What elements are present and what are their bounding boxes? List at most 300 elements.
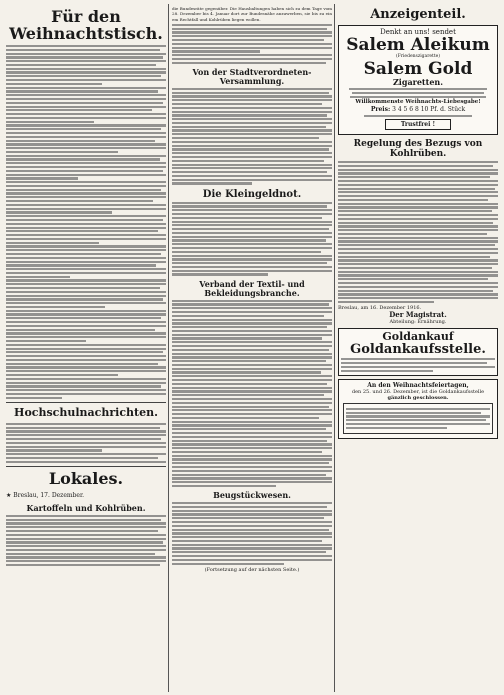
text-line bbox=[6, 378, 166, 380]
text-line bbox=[6, 329, 155, 331]
text-line bbox=[6, 208, 166, 210]
text-line bbox=[6, 257, 166, 259]
intro-text: die Bundesräte gegenüber. Die Hausbaltungen haben sich zu dem Tage vom 28. Dezember bis 4. Januar dort zur Bundesnähe anzuwerben, sie bis zu einem Rechtfall und Kohlrüben liegen wollen. bbox=[172, 6, 332, 22]
text-line bbox=[172, 88, 332, 90]
text-line bbox=[6, 351, 163, 353]
column-middle bbox=[172, 6, 332, 690]
text-line bbox=[6, 317, 161, 319]
text-line bbox=[6, 306, 105, 308]
text-line bbox=[6, 453, 166, 455]
text-line bbox=[338, 248, 498, 250]
text-line bbox=[172, 133, 332, 135]
text-line bbox=[172, 532, 332, 534]
text-line bbox=[172, 559, 332, 561]
text-line bbox=[338, 290, 493, 292]
text-line bbox=[6, 515, 166, 517]
text-line bbox=[338, 161, 498, 163]
text-line bbox=[172, 300, 332, 302]
ad-salem-brand1-sub: (Friedenszigarette) bbox=[395, 54, 441, 59]
text-line bbox=[6, 434, 166, 436]
text-line bbox=[172, 443, 332, 445]
text-line bbox=[172, 485, 276, 487]
text-line bbox=[6, 538, 166, 540]
text-line bbox=[6, 181, 166, 183]
text-line bbox=[172, 353, 332, 355]
text-line bbox=[172, 62, 326, 64]
heading-weihnachtstisch: Für den Weihnachtstisch. bbox=[9, 7, 163, 43]
text-line bbox=[6, 151, 118, 153]
text-line bbox=[6, 560, 166, 562]
text-line bbox=[346, 427, 447, 429]
text-line bbox=[172, 349, 329, 351]
ad-gold-line1: Goldankauf bbox=[382, 329, 454, 343]
text-line bbox=[6, 389, 166, 391]
heading-textil: Verband der Textil- und Bekleidungsbranche. bbox=[199, 278, 305, 298]
text-line bbox=[6, 143, 166, 145]
column-rule bbox=[334, 4, 335, 692]
text-line bbox=[172, 148, 329, 150]
text-line bbox=[172, 551, 326, 553]
text-line bbox=[338, 267, 492, 269]
text-line bbox=[172, 424, 332, 426]
text-line bbox=[338, 240, 498, 242]
text-line bbox=[6, 140, 155, 142]
text-line bbox=[338, 180, 498, 182]
text-line bbox=[172, 164, 332, 166]
text-line bbox=[6, 83, 102, 85]
text-line bbox=[172, 428, 326, 430]
text-line bbox=[172, 536, 332, 538]
text-line bbox=[172, 224, 332, 226]
text-line bbox=[338, 282, 498, 284]
text-line bbox=[338, 274, 498, 276]
text-line bbox=[172, 356, 332, 358]
text-line bbox=[6, 238, 166, 240]
text-line bbox=[346, 423, 490, 425]
ad-salem-trust: Trustfrei ! bbox=[385, 119, 451, 130]
text-line bbox=[6, 177, 78, 179]
text-line bbox=[6, 287, 160, 289]
text-line bbox=[6, 446, 166, 448]
text-line bbox=[338, 206, 498, 208]
heading-stadtverordneten: Von der Stadtverordneten-Versammlung. bbox=[192, 66, 312, 86]
heading-anzeigenteil: Anzeigenteil. bbox=[370, 7, 466, 22]
text-line bbox=[6, 71, 166, 73]
text-line bbox=[172, 221, 332, 223]
text-line bbox=[6, 200, 153, 202]
text-line bbox=[172, 202, 332, 204]
text-line bbox=[6, 106, 166, 108]
text-line bbox=[172, 258, 332, 260]
heading-kartoffeln: Kartoffeln und Kohlrüben. bbox=[26, 502, 146, 513]
text-line bbox=[338, 165, 493, 167]
text-line bbox=[6, 56, 163, 58]
text-line bbox=[6, 457, 158, 459]
text-line bbox=[172, 502, 332, 504]
text-line bbox=[338, 278, 488, 280]
text-line bbox=[172, 462, 329, 464]
text-line bbox=[6, 442, 166, 444]
text-line bbox=[6, 189, 161, 191]
text-line bbox=[172, 126, 326, 128]
text-line bbox=[172, 529, 329, 531]
text-line bbox=[172, 525, 332, 527]
advertisement-salem bbox=[338, 25, 498, 135]
text-line bbox=[172, 481, 332, 483]
ad-salem-product: Zigaretten. bbox=[392, 76, 444, 87]
text-line bbox=[6, 423, 166, 425]
text-line bbox=[6, 264, 156, 266]
text-line bbox=[338, 184, 498, 186]
text-line bbox=[172, 387, 332, 389]
text-line bbox=[172, 341, 332, 343]
text-line bbox=[6, 219, 163, 221]
article-text-block bbox=[172, 300, 332, 487]
ad-salem-brand2: Salem Gold bbox=[363, 58, 473, 79]
text-line bbox=[6, 541, 163, 543]
text-line bbox=[172, 544, 332, 546]
text-line bbox=[172, 35, 332, 37]
text-line bbox=[172, 92, 329, 94]
text-line bbox=[172, 337, 322, 339]
text-line bbox=[172, 521, 332, 523]
continuation-note: (Fortsetzung auf der nächsten Seite.) bbox=[204, 566, 300, 573]
article-text-block bbox=[172, 502, 332, 565]
text-line bbox=[172, 421, 332, 423]
text-line bbox=[172, 477, 332, 479]
text-line bbox=[172, 175, 332, 177]
text-line bbox=[6, 302, 166, 304]
text-line bbox=[338, 210, 492, 212]
text-line bbox=[338, 199, 488, 201]
text-line bbox=[338, 218, 498, 220]
text-line bbox=[6, 211, 112, 213]
text-line bbox=[172, 371, 321, 373]
text-line bbox=[172, 390, 332, 392]
text-line bbox=[172, 319, 332, 321]
text-line bbox=[172, 517, 324, 519]
text-line bbox=[6, 298, 163, 300]
text-line bbox=[172, 58, 332, 60]
heading-lokales: Lokales. bbox=[48, 468, 124, 488]
text-line bbox=[6, 124, 166, 126]
text-line bbox=[6, 245, 166, 247]
advertisement-closed bbox=[338, 379, 498, 438]
text-line bbox=[172, 379, 332, 381]
text-line bbox=[6, 295, 166, 297]
article-text-block bbox=[172, 24, 332, 64]
text-line bbox=[6, 174, 166, 176]
text-line bbox=[6, 553, 155, 555]
text-line bbox=[172, 383, 327, 385]
text-line bbox=[172, 303, 329, 305]
text-line bbox=[172, 436, 332, 438]
text-line bbox=[341, 366, 495, 368]
text-line bbox=[6, 393, 166, 395]
text-line bbox=[338, 301, 434, 303]
text-line bbox=[172, 24, 332, 26]
ad-salem-price-label: Preis: bbox=[370, 106, 391, 114]
text-line bbox=[338, 271, 498, 273]
text-line bbox=[341, 362, 487, 364]
text-line bbox=[172, 555, 332, 557]
text-line bbox=[6, 449, 102, 451]
text-line bbox=[172, 251, 321, 253]
text-line bbox=[6, 279, 166, 281]
text-line bbox=[6, 166, 166, 168]
text-line bbox=[6, 336, 166, 338]
text-line bbox=[6, 158, 160, 160]
text-line bbox=[338, 225, 498, 227]
text-line bbox=[6, 223, 166, 225]
text-line bbox=[6, 344, 166, 346]
text-line bbox=[6, 196, 166, 198]
text-line bbox=[6, 355, 166, 357]
text-line bbox=[172, 455, 332, 457]
text-line bbox=[338, 244, 495, 246]
text-line bbox=[172, 513, 332, 515]
dateline: ★ Breslau, 17. Dezember. bbox=[6, 491, 85, 499]
column-rule bbox=[168, 4, 169, 692]
text-line bbox=[172, 451, 322, 453]
text-line bbox=[6, 325, 166, 327]
text-line bbox=[172, 145, 332, 147]
text-line bbox=[6, 332, 166, 334]
text-line bbox=[6, 534, 166, 536]
notice-office: Der Magistrat. bbox=[389, 309, 447, 319]
ad-salem-price-values: 3 4 5 6 8 10 Pf. d. Stück bbox=[392, 106, 466, 114]
text-line bbox=[172, 458, 332, 460]
text-line bbox=[172, 152, 332, 154]
text-line bbox=[6, 366, 166, 368]
text-line bbox=[172, 474, 326, 476]
text-line bbox=[6, 283, 166, 285]
text-line bbox=[338, 203, 498, 205]
advertisement-goldankauf bbox=[338, 328, 498, 377]
text-line bbox=[172, 311, 332, 313]
text-line bbox=[172, 470, 332, 472]
text-line bbox=[172, 156, 332, 158]
text-line bbox=[172, 122, 332, 124]
ad-closed-status: gänzlich geschlossen. bbox=[387, 395, 449, 402]
text-line bbox=[338, 256, 490, 258]
text-line bbox=[172, 217, 322, 219]
text-line bbox=[6, 363, 158, 365]
text-line bbox=[338, 229, 498, 231]
text-line bbox=[338, 191, 498, 193]
text-line bbox=[172, 47, 332, 49]
text-line bbox=[6, 60, 166, 62]
text-line bbox=[172, 114, 327, 116]
text-line bbox=[6, 253, 161, 255]
text-line bbox=[6, 49, 160, 51]
text-line bbox=[172, 432, 332, 434]
text-line bbox=[6, 249, 166, 251]
text-line bbox=[6, 204, 166, 206]
text-line bbox=[172, 107, 332, 109]
text-line bbox=[338, 188, 495, 190]
text-line bbox=[172, 213, 332, 215]
text-line bbox=[349, 88, 488, 90]
text-line bbox=[6, 234, 166, 236]
text-line bbox=[172, 171, 327, 173]
text-line bbox=[6, 430, 166, 432]
text-line bbox=[338, 222, 493, 224]
text-line bbox=[6, 545, 166, 547]
text-line bbox=[172, 103, 322, 105]
text-line bbox=[346, 408, 490, 410]
ad-gold-line2: Goldankaufsstelle. bbox=[350, 341, 486, 357]
text-line bbox=[6, 370, 166, 372]
text-line bbox=[6, 170, 163, 172]
notice-text-block bbox=[338, 161, 498, 303]
text-line bbox=[172, 409, 332, 411]
text-line bbox=[6, 276, 70, 278]
text-line bbox=[6, 397, 62, 399]
text-line bbox=[172, 262, 327, 264]
heading-kohlrueben-notice: Regelung des Bezugs von Kohlrüben. bbox=[353, 139, 483, 160]
text-line bbox=[6, 564, 160, 566]
ad-salem-top: Denkt an uns! sendet bbox=[380, 28, 456, 36]
text-line bbox=[6, 75, 161, 77]
heading-hochschulnachrichten: Hochschulnachrichten. bbox=[14, 405, 158, 419]
text-line bbox=[172, 447, 332, 449]
text-line bbox=[338, 169, 498, 171]
text-line bbox=[6, 113, 166, 115]
text-line bbox=[172, 266, 332, 268]
article-text-block bbox=[6, 45, 166, 399]
heading-kleingeldnot: Die Kleingeldnot. bbox=[202, 188, 302, 200]
text-line bbox=[172, 118, 332, 120]
text-line bbox=[172, 326, 327, 328]
text-line bbox=[6, 313, 166, 315]
text-line bbox=[6, 382, 166, 384]
text-line bbox=[172, 137, 319, 139]
text-line bbox=[6, 192, 166, 194]
text-line bbox=[172, 375, 332, 377]
text-line bbox=[172, 129, 332, 131]
text-line bbox=[172, 273, 268, 275]
text-line bbox=[172, 28, 327, 30]
text-line bbox=[172, 406, 329, 408]
text-line bbox=[172, 330, 332, 332]
text-line bbox=[172, 167, 332, 169]
text-line bbox=[6, 261, 166, 263]
article-text-block bbox=[172, 202, 332, 276]
text-line bbox=[172, 413, 332, 415]
text-line bbox=[338, 176, 490, 178]
text-line bbox=[338, 259, 498, 261]
text-line bbox=[172, 255, 332, 257]
text-line bbox=[6, 348, 166, 350]
text-line bbox=[172, 270, 332, 272]
text-line bbox=[6, 526, 166, 528]
text-line bbox=[6, 359, 166, 361]
article-text-block bbox=[6, 515, 166, 566]
text-line bbox=[6, 215, 166, 217]
text-line bbox=[172, 111, 332, 113]
text-line bbox=[338, 237, 498, 239]
article-text-block bbox=[6, 423, 166, 463]
text-line bbox=[172, 368, 332, 370]
text-line bbox=[172, 315, 324, 317]
text-line bbox=[346, 419, 486, 421]
text-line bbox=[172, 43, 332, 45]
text-line bbox=[6, 268, 166, 270]
text-line bbox=[6, 438, 161, 440]
text-line bbox=[172, 563, 284, 565]
text-line bbox=[341, 370, 433, 372]
text-line bbox=[172, 182, 252, 184]
text-line bbox=[172, 236, 332, 238]
text-line bbox=[172, 466, 332, 468]
text-line bbox=[6, 374, 118, 376]
text-line bbox=[338, 195, 498, 197]
text-line bbox=[172, 510, 332, 512]
text-line bbox=[6, 94, 166, 96]
ad-closed-subtitle: den 25. und 26. Dezember, ist die Goldankaufsstelle bbox=[351, 389, 485, 396]
text-line bbox=[350, 96, 486, 98]
column-left bbox=[6, 6, 166, 690]
text-line bbox=[172, 364, 332, 366]
text-line bbox=[172, 440, 327, 442]
text-line bbox=[6, 79, 166, 81]
text-line bbox=[6, 242, 99, 244]
text-line bbox=[172, 99, 332, 101]
text-line bbox=[172, 322, 332, 324]
text-line bbox=[346, 412, 481, 414]
text-line bbox=[6, 109, 152, 111]
article-text-block bbox=[172, 88, 332, 185]
text-line bbox=[6, 385, 161, 387]
text-line bbox=[6, 427, 160, 429]
text-line bbox=[6, 162, 166, 164]
ad-salem-slogan: Willkommenste Weihnachts-Liebesgabe! bbox=[355, 99, 481, 106]
column-right bbox=[338, 6, 498, 690]
text-line bbox=[338, 297, 498, 299]
text-line bbox=[172, 228, 329, 230]
text-line bbox=[6, 272, 166, 274]
text-line bbox=[6, 310, 166, 312]
text-line bbox=[338, 214, 498, 216]
text-line bbox=[172, 209, 332, 211]
text-line bbox=[6, 519, 161, 521]
text-line bbox=[6, 64, 156, 66]
text-line bbox=[6, 556, 166, 558]
text-line bbox=[6, 128, 161, 130]
text-line bbox=[6, 291, 166, 293]
text-line bbox=[6, 90, 158, 92]
text-line bbox=[172, 247, 332, 249]
text-line bbox=[6, 227, 166, 229]
text-line bbox=[6, 45, 166, 47]
text-line bbox=[6, 98, 166, 100]
text-line bbox=[172, 345, 332, 347]
text-line bbox=[6, 102, 163, 104]
text-line bbox=[172, 239, 326, 241]
text-line bbox=[172, 394, 324, 396]
text-line bbox=[6, 53, 166, 55]
text-line bbox=[341, 358, 495, 360]
text-line bbox=[172, 402, 332, 404]
text-line bbox=[338, 286, 498, 288]
text-line bbox=[172, 307, 332, 309]
heading-beugstueckwesen: Beugstückwesen. bbox=[213, 490, 291, 501]
ad-closed-title: An den Weihnachtsfeiertagen, bbox=[367, 382, 469, 390]
notice-signoff: Breslau, am 16. Dezember 1916. bbox=[338, 304, 422, 311]
notice-dept: Abteilung: Ernährung. bbox=[389, 318, 447, 325]
text-line bbox=[6, 522, 166, 524]
